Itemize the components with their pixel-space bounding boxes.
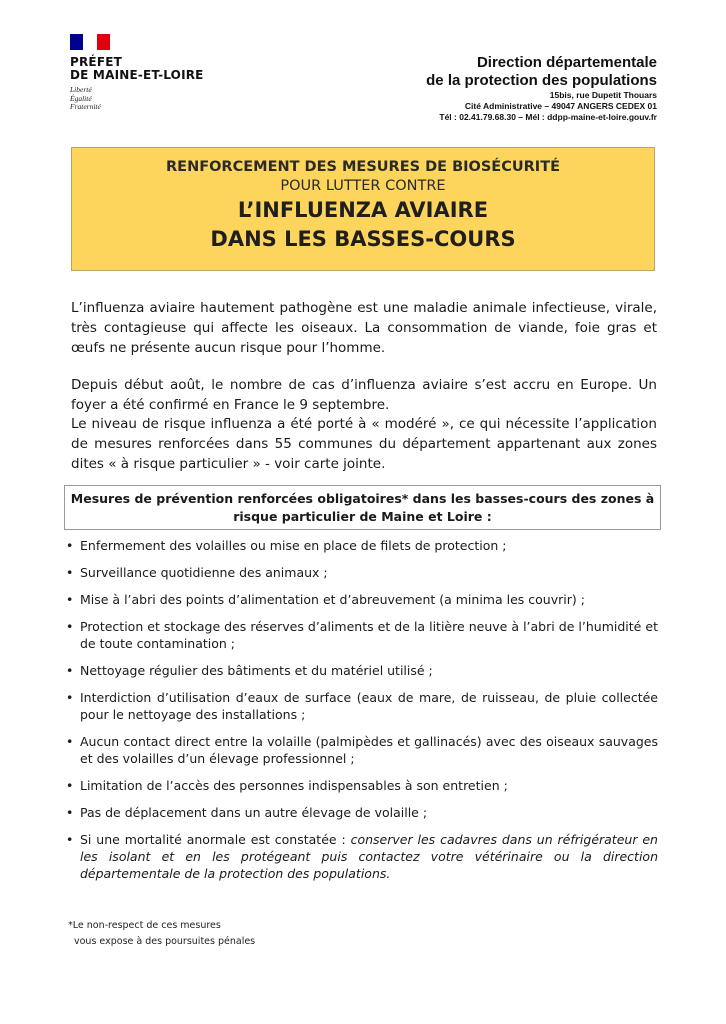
list-item-text: Protection et stockage des réserves d’aliments et de la litière neuve à l’abri de l’humidité et de toute contamination ; bbox=[80, 619, 658, 651]
direction-address-line1: 15bis, rue Dupetit Thouars bbox=[549, 90, 657, 100]
bullet-icon: • bbox=[66, 778, 74, 793]
french-flag-icon bbox=[70, 34, 110, 50]
republic-motto bbox=[70, 86, 204, 112]
mortality-condition-text: Si une mortalité anormale est constatée : bbox=[80, 832, 351, 847]
direction-title-line2: de la protection des populations bbox=[426, 72, 657, 89]
bullet-icon: • bbox=[66, 832, 74, 847]
prefecture-name-line2: DE MAINE-ET-LOIRE bbox=[70, 68, 204, 82]
prefecture-name bbox=[70, 56, 204, 82]
list-item bbox=[66, 537, 658, 554]
list-item bbox=[66, 662, 658, 679]
banner-line1: RENFORCEMENT DES MESURES DE BIOSÉCURITÉ bbox=[166, 159, 560, 175]
bullet-icon: • bbox=[66, 592, 74, 607]
bullet-icon: • bbox=[66, 663, 74, 678]
intro-paragraph-2: Depuis début août, le nombre de cas d’influenza aviaire s’est accru en Europe. Un foyer a été confirmé en France le 9 septembre. bbox=[71, 377, 657, 413]
list-item bbox=[66, 591, 658, 608]
list-item bbox=[66, 804, 658, 821]
list-item-text: Aucun contact direct entre la volaille (palmipèdes et gallinacés) avec des oiseaux sauvages et des volailles d’un élevage professionnel ; bbox=[80, 734, 658, 766]
list-item bbox=[66, 564, 658, 581]
motto-egalite: Égalité bbox=[70, 93, 92, 103]
list-item bbox=[66, 689, 658, 723]
list-item-text: Limitation de l’accès des personnes indispensables à son entretien ; bbox=[80, 778, 508, 793]
banner-line2: POUR LUTTER CONTRE bbox=[280, 178, 446, 194]
list-item-text: Mise à l’abri des points d’alimentation et d’abreuvement (a minima les couvrir) ; bbox=[80, 592, 585, 607]
footnote-line2: vous expose à des poursuites pénales bbox=[74, 936, 256, 947]
mortality-instruction-text: conserver les cadavres dans un réfrigérateur en les isolant et en les protégeant puis contactez votre vétérinaire ou la direction départementale de la protection des populations. bbox=[80, 832, 658, 881]
direction-header bbox=[426, 54, 657, 123]
motto-fraternite: Fraternité bbox=[70, 102, 101, 111]
banner-line4: DANS LES BASSES-COURS bbox=[210, 227, 516, 251]
bullet-icon: • bbox=[66, 805, 74, 820]
bullet-icon: • bbox=[66, 690, 74, 705]
direction-address-line2: Cité Administrative – 49047 ANGERS CEDEX 01 bbox=[464, 101, 657, 111]
bullet-icon: • bbox=[66, 565, 74, 580]
bullet-icon: • bbox=[66, 619, 74, 634]
prefecture-name-line1: PRÉFET bbox=[70, 55, 123, 69]
measures-title-box: Mesures de prévention renforcées obligatoires* dans les basses-cours des zones à risque particulier de Maine et Loire : bbox=[64, 485, 661, 530]
list-item-text: Enfermement des volailles ou mise en place de filets de protection ; bbox=[80, 538, 507, 553]
list-item bbox=[66, 618, 658, 652]
list-item-text: Pas de déplacement dans un autre élevage de volaille ; bbox=[80, 805, 428, 820]
direction-contact: Tél : 02.41.79.68.30 – Mél : ddpp-maine-et-loire.gouv.fr bbox=[439, 112, 657, 122]
motto-liberte: Liberté bbox=[70, 85, 92, 94]
banner-line3: L’INFLUENZA AVIAIRE bbox=[237, 198, 489, 222]
measures-list bbox=[66, 537, 658, 892]
list-item bbox=[66, 733, 658, 767]
title-banner bbox=[71, 147, 655, 271]
intro-paragraph-1: L’influenza aviaire hautement pathogène est une maladie animale infectieuse, virale, très contagieuse qui affecte les oiseaux. La consommation de viande, foie gras et œufs ne présente aucun risque pour l’homme. bbox=[71, 300, 657, 356]
footnote bbox=[68, 918, 255, 950]
footnote-line1: *Le non-respect de ces mesures bbox=[68, 920, 221, 931]
list-item-text: Nettoyage régulier des bâtiments et du matériel utilisé ; bbox=[80, 663, 433, 678]
list-item bbox=[66, 831, 658, 882]
list-item-text: Surveillance quotidienne des animaux ; bbox=[80, 565, 328, 580]
bullet-icon: • bbox=[66, 734, 74, 749]
list-item-text: Interdiction d’utilisation d’eaux de surface (eaux de mare, de ruisseau, de pluie collectée pour le nettoyage des installations ; bbox=[80, 690, 658, 722]
list-item-text bbox=[80, 831, 658, 882]
prefecture-logo bbox=[70, 34, 204, 112]
direction-title-line1: Direction départementale bbox=[476, 54, 657, 71]
bullet-icon: • bbox=[66, 538, 74, 553]
list-item bbox=[66, 777, 658, 794]
intro-paragraph-3: Le niveau de risque influenza a été porté à « modéré », ce qui nécessite l’application de mesures renforcées dans 55 communes du département appartenant aux zones dites « à risque particulier » - voir carte jointe. bbox=[71, 416, 657, 472]
